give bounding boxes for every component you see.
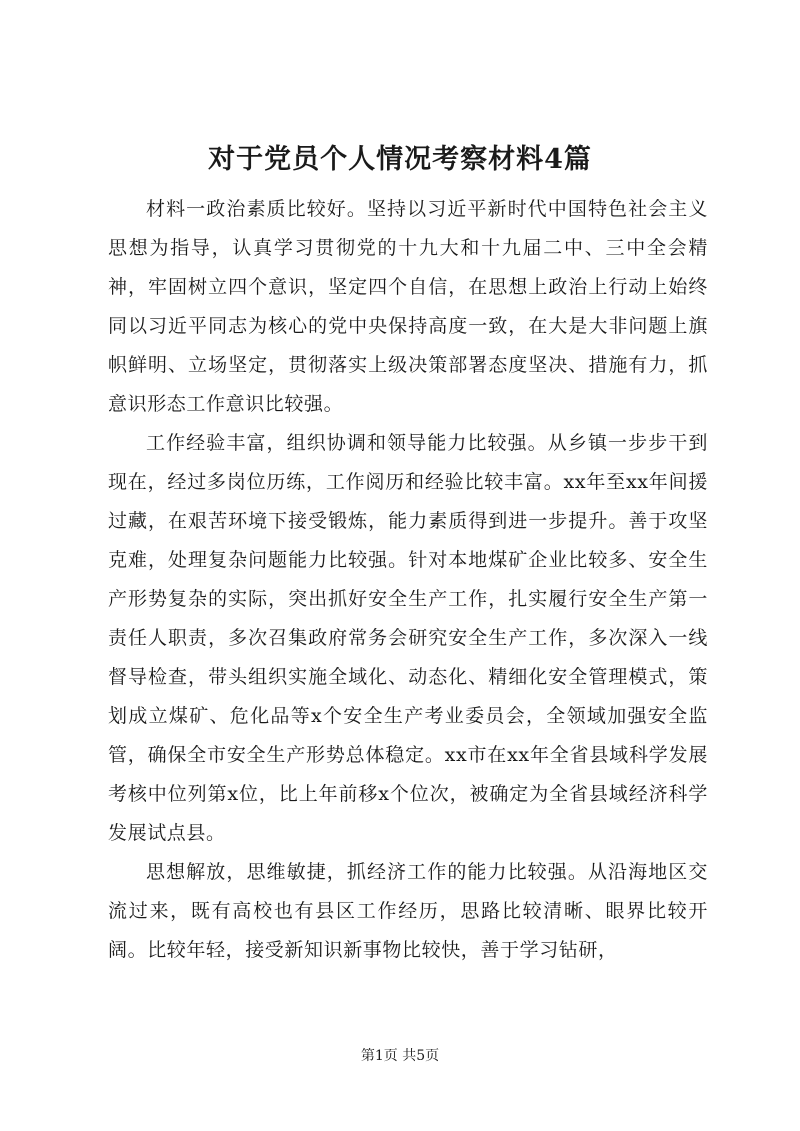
- paragraph-work-experience: 工作经验丰富，组织协调和领导能力比较强。从乡镇一步步干到现在，经过多岗位历练，工作阅历和经验比较丰富。xx年至xx年间援过藏，在艰苦环境下接受锻炼，能力素质得到进一步提升。善于攻坚克难，处理复杂问题能力比较强。针对本地煤矿企业比较多、安全生产形势复杂的实际，突出抓好安全生产工作，扎实履行安全生产第一责任人职责，多次召集政府常务会研究安全生产工作，多次深入一线督导检查，带头组织实施全域化、动态化、精细化安全管理模式，策划成立煤矿、危化品等x个安全生产考业委员会，全领域加强安全监管，确保全市安全生产形势总体稳定。xx市在xx年全省县域科学发展考核中位列第x位，比上年前移x个位次，被确定为全省县域经济科学发展试点县。: [108, 432, 708, 844]
- document-body: [108, 190, 708, 970]
- document-title: 对于党员个人情况考察材料4篇: [208, 144, 592, 175]
- page-number-footer: 第1页 共5页: [360, 1048, 440, 1064]
- paragraph-political-quality: 材料一政治素质比较好。坚持以习近平新时代中国特色社会主义思想为指导，认真学习贯彻党的十九大和十九届二中、三中全会精神，牢固树立四个意识，坚定四个自信，在思想上政治上行动上始终同以习近平同志为核心的党中央保持高度一致，在大是大非问题上旗帜鲜明、立场坚定，贯彻落实上级决策部署态度坚决、措施有力，抓意识形态工作意识比较强。: [108, 198, 708, 415]
- paragraph-economic-ability: 思想解放，思维敏捷，抓经济工作的能力比较强。从沿海地区交流过来，既有高校也有县区工作经历，思路比较清晰、眼界比较开阔。比较年轻，接受新知识新事物比较快，善于学习钻研，: [108, 861, 708, 961]
